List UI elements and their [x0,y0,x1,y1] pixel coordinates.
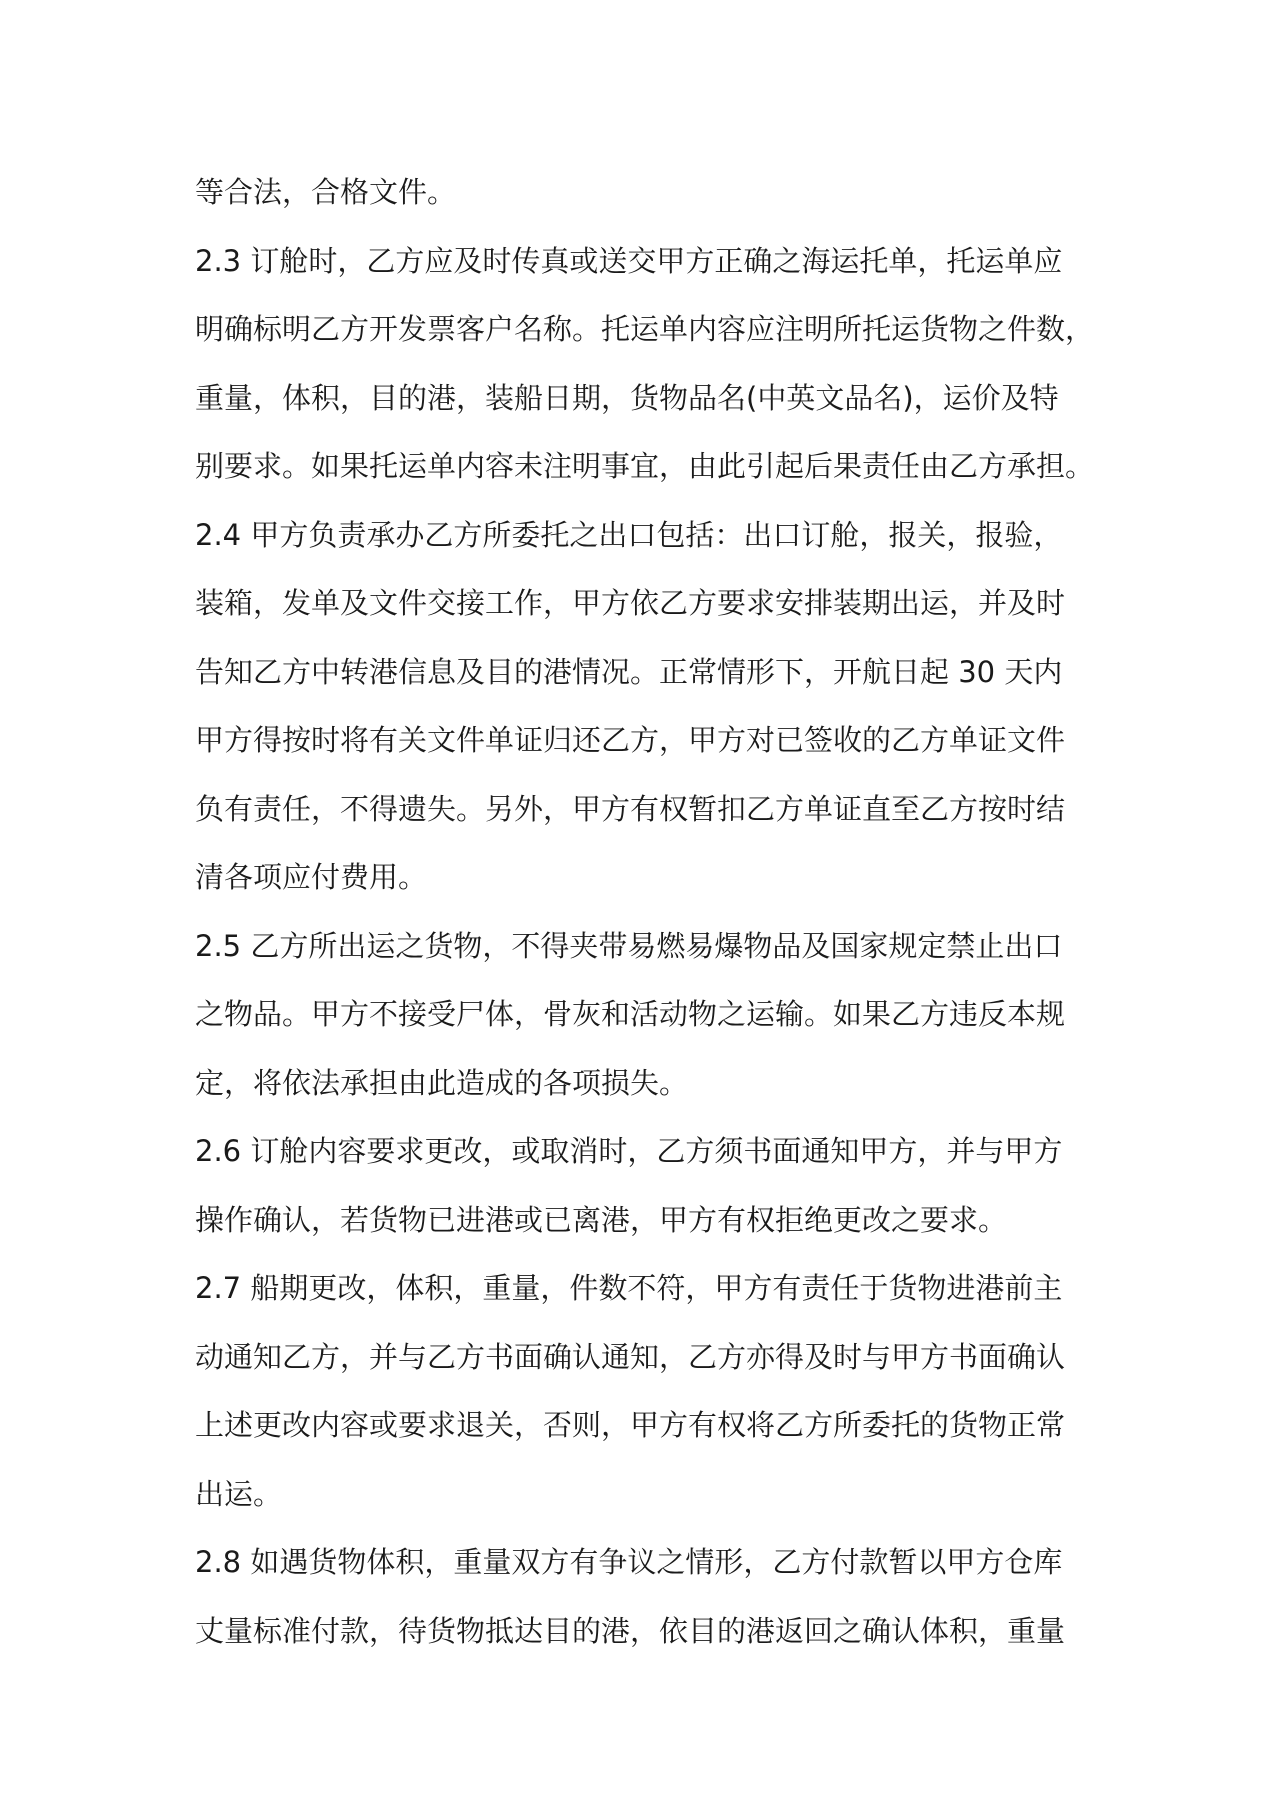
text-line: 明确标明乙方开发票客户名称。托运单内容应注明所托运货物之件数， [195,312,1095,346]
text-line: 操作确认，若货物已进港或已离港，甲方有权拒绝更改之要求。 [195,1202,1008,1237]
text-line: 丈量标准付款，待货物抵达目的港，依目的港返回之确认体积，重量 [195,1613,1066,1648]
text-line: 2.5 乙方所出运之货物，不得夹带易燃易爆物品及国家规定禁止出口 [195,928,1063,963]
text-line: 2.8 如遇货物体积，重量双方有争议之情形，乙方付款暂以甲方仓库 [195,1545,1063,1579]
text-line: 2.7 船期更改，体积，重量，件数不符，甲方有责任于货物进港前主 [195,1271,1063,1305]
text-line: 2.3 订舱时，乙方应及时传真或送交甲方正确之海运托单，托运单应 [195,243,1063,278]
text-line: 告知乙方中转港信息及目的港情况。正常情形下，开航日起 30 天内 [195,654,1063,689]
text-line: 清各项应付费用。 [195,860,428,894]
text-line: 等合法，合格文件。 [195,175,457,209]
text-line: 2.6 订舱内容要求更改，或取消时，乙方须书面通知甲方，并与甲方 [195,1134,1063,1168]
text-line: 甲方得按时将有关文件单证归还乙方，甲方对已签收的乙方单证文件 [195,723,1066,757]
contract-text-body [195,158,1105,1665]
text-line: 定，将依法承担由此造成的各项损失。 [195,1065,689,1100]
text-line: 上述更改内容或要求退关，否则，甲方有权将乙方所委托的货物正常 [195,1408,1066,1442]
text-line: 2.4 甲方负责承办乙方所委托之出口包括：出口订舱，报关，报验， [195,517,1063,552]
text-line: 装箱，发单及文件交接工作，甲方依乙方要求安排装期出运，并及时 [195,586,1066,620]
text-line: 别要求。如果托运单内容未注明事宜，由此引起后果责任由乙方承担。 [195,449,1095,483]
text-line: 负有责任，不得遗失。另外，甲方有权暂扣乙方单证直至乙方按时结 [195,791,1066,826]
text-line: 动通知乙方，并与乙方书面确认通知，乙方亦得及时与甲方书面确认 [195,1339,1066,1374]
text-line: 出运。 [195,1476,283,1511]
text-line: 重量，体积，目的港，装船日期，货物品名(中英文品名)，运价及特 [195,380,1059,415]
text-line: 之物品。甲方不接受尸体，骨灰和活动物之运输。如果乙方违反本规 [195,997,1066,1031]
